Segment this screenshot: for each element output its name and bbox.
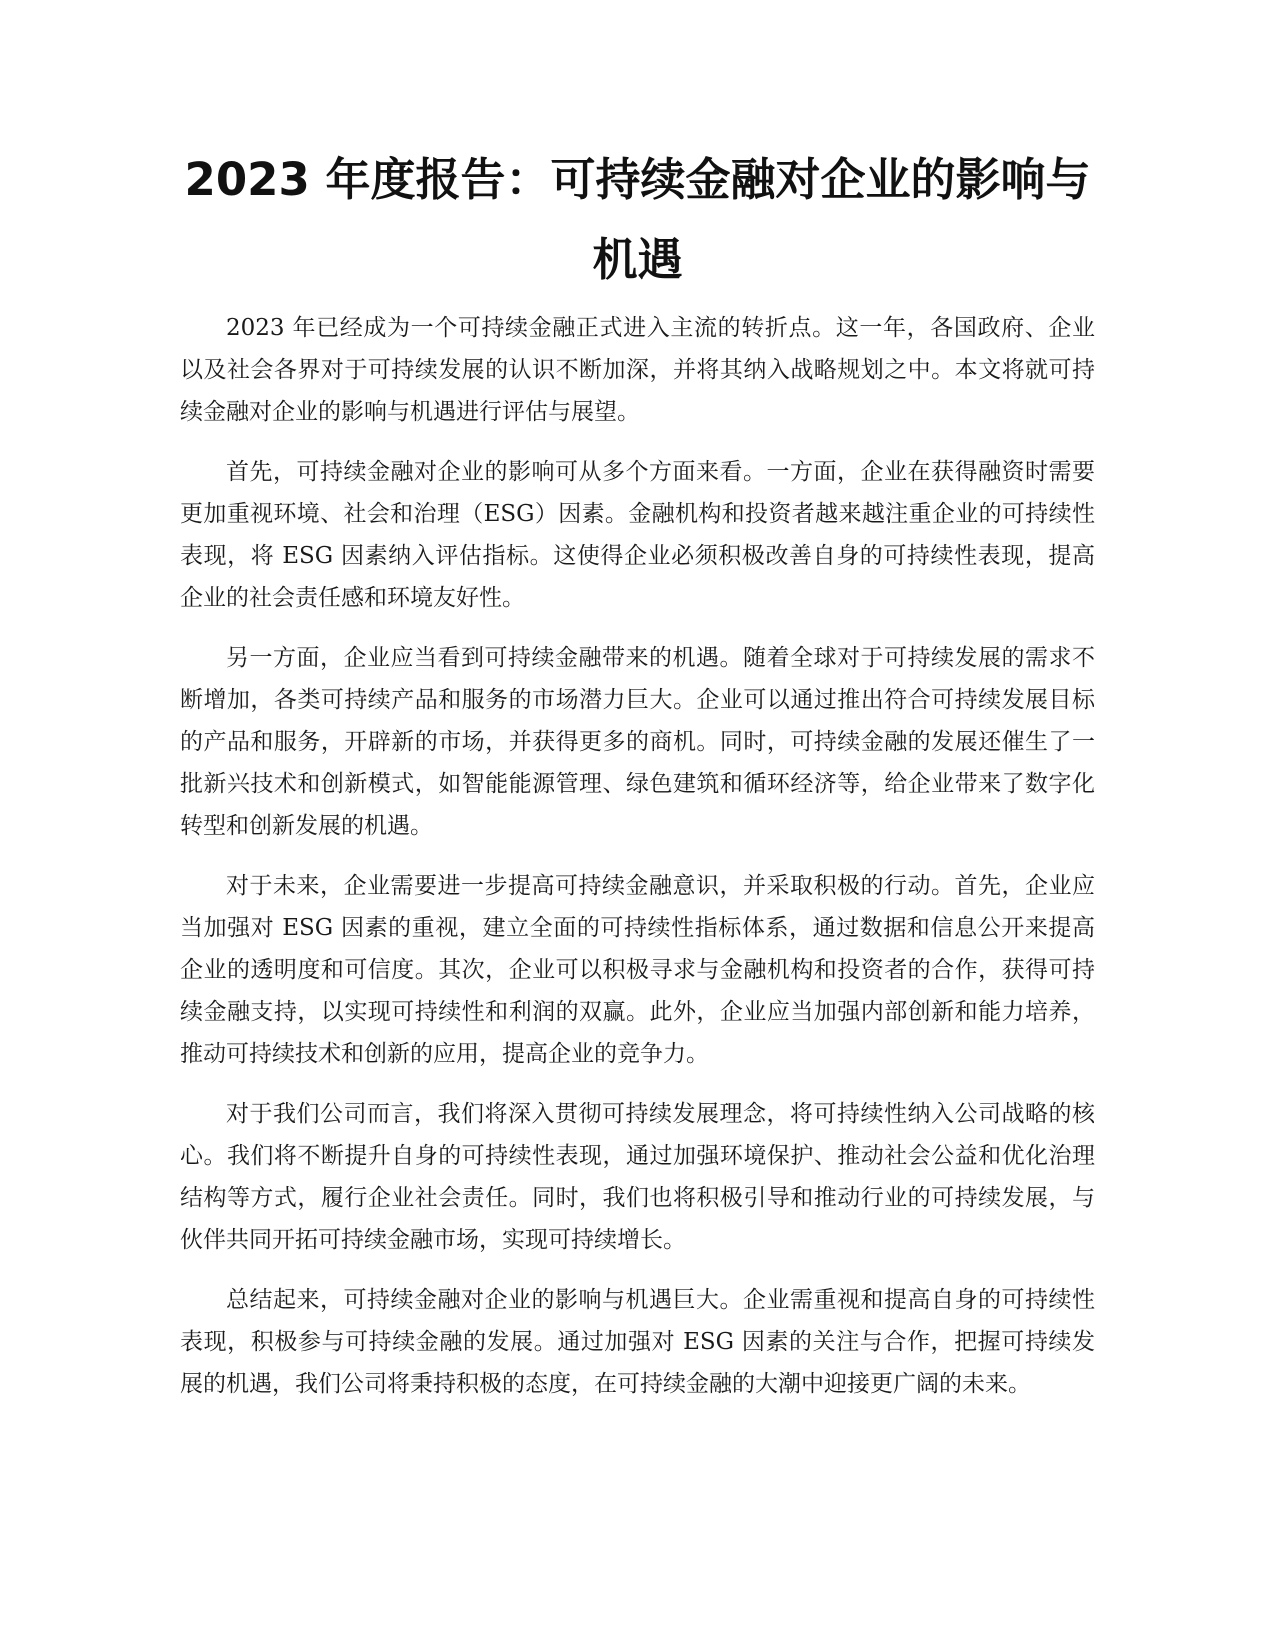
paragraph-impact: 首先，可持续金融对企业的影响可从多个方面来看。一方面，企业在获得融资时需要更加重视环境、社会和治理（ESG）因素。金融机构和投资者越来越注重企业的可持续性表现，将 ESG 因素纳入评估指标。这使得企业必须积极改善自身的可持续性表现，提高企业的社会责任感和环境友好性。 xyxy=(180,459,1095,611)
paragraph-opportunity: 另一方面，企业应当看到可持续金融带来的机遇。随着全球对于可持续发展的需求不断增加，各类可持续产品和服务的市场潜力巨大。企业可以通过推出符合可持续发展目标的产品和服务，开辟新的市场，并获得更多的商机。同时，可持续金融的发展还催生了一批新兴技术和创新模式，如智能能源管理、绿色建筑和循环经济等，给企业带来了数字化转型和创新发展的机遇。 xyxy=(180,645,1095,839)
paragraph-conclusion: 总结起来，可持续金融对企业的影响与机遇巨大。企业需重视和提高自身的可持续性表现，积极参与可持续金融的发展。通过加强对 ESG 因素的关注与合作，把握可持续发展的机遇，我们公司将秉持积极的态度，在可持续金融的大潮中迎接更广阔的未来。 xyxy=(180,1287,1095,1397)
paragraph-company: 对于我们公司而言，我们将深入贯彻可持续发展理念，将可持续性纳入公司战略的核心。我们将不断提升自身的可持续性表现，通过加强环境保护、推动社会公益和优化治理结构等方式，履行企业社会责任。同时，我们也将积极引导和推动行业的可持续发展，与伙伴共同开拓可持续金融市场，实现可持续增长。 xyxy=(180,1101,1095,1253)
paragraph-future: 对于未来，企业需要进一步提高可持续金融意识，并采取积极的行动。首先，企业应当加强对 ESG 因素的重视，建立全面的可持续性指标体系，通过数据和信息公开来提高企业的透明度和可信度。其次，企业可以积极寻求与金融机构和投资者的合作，获得可持续金融支持，以实现可持续性和利润的双赢。此外，企业应当加强内部创新和能力培养，推动可持续技术和创新的应用，提高企业的竞争力。 xyxy=(180,873,1095,1067)
document-body xyxy=(180,307,1095,1423)
paragraph-intro: 2023 年已经成为一个可持续金融正式进入主流的转折点。这一年，各国政府、企业以及社会各界对于可持续发展的认识不断加深，并将其纳入战略规划之中。本文将就可持续金融对企业的影响与机遇进行评估与展望。 xyxy=(180,315,1095,425)
document-title: 2023 年度报告：可持续金融对企业的影响与机遇 xyxy=(184,153,1091,286)
